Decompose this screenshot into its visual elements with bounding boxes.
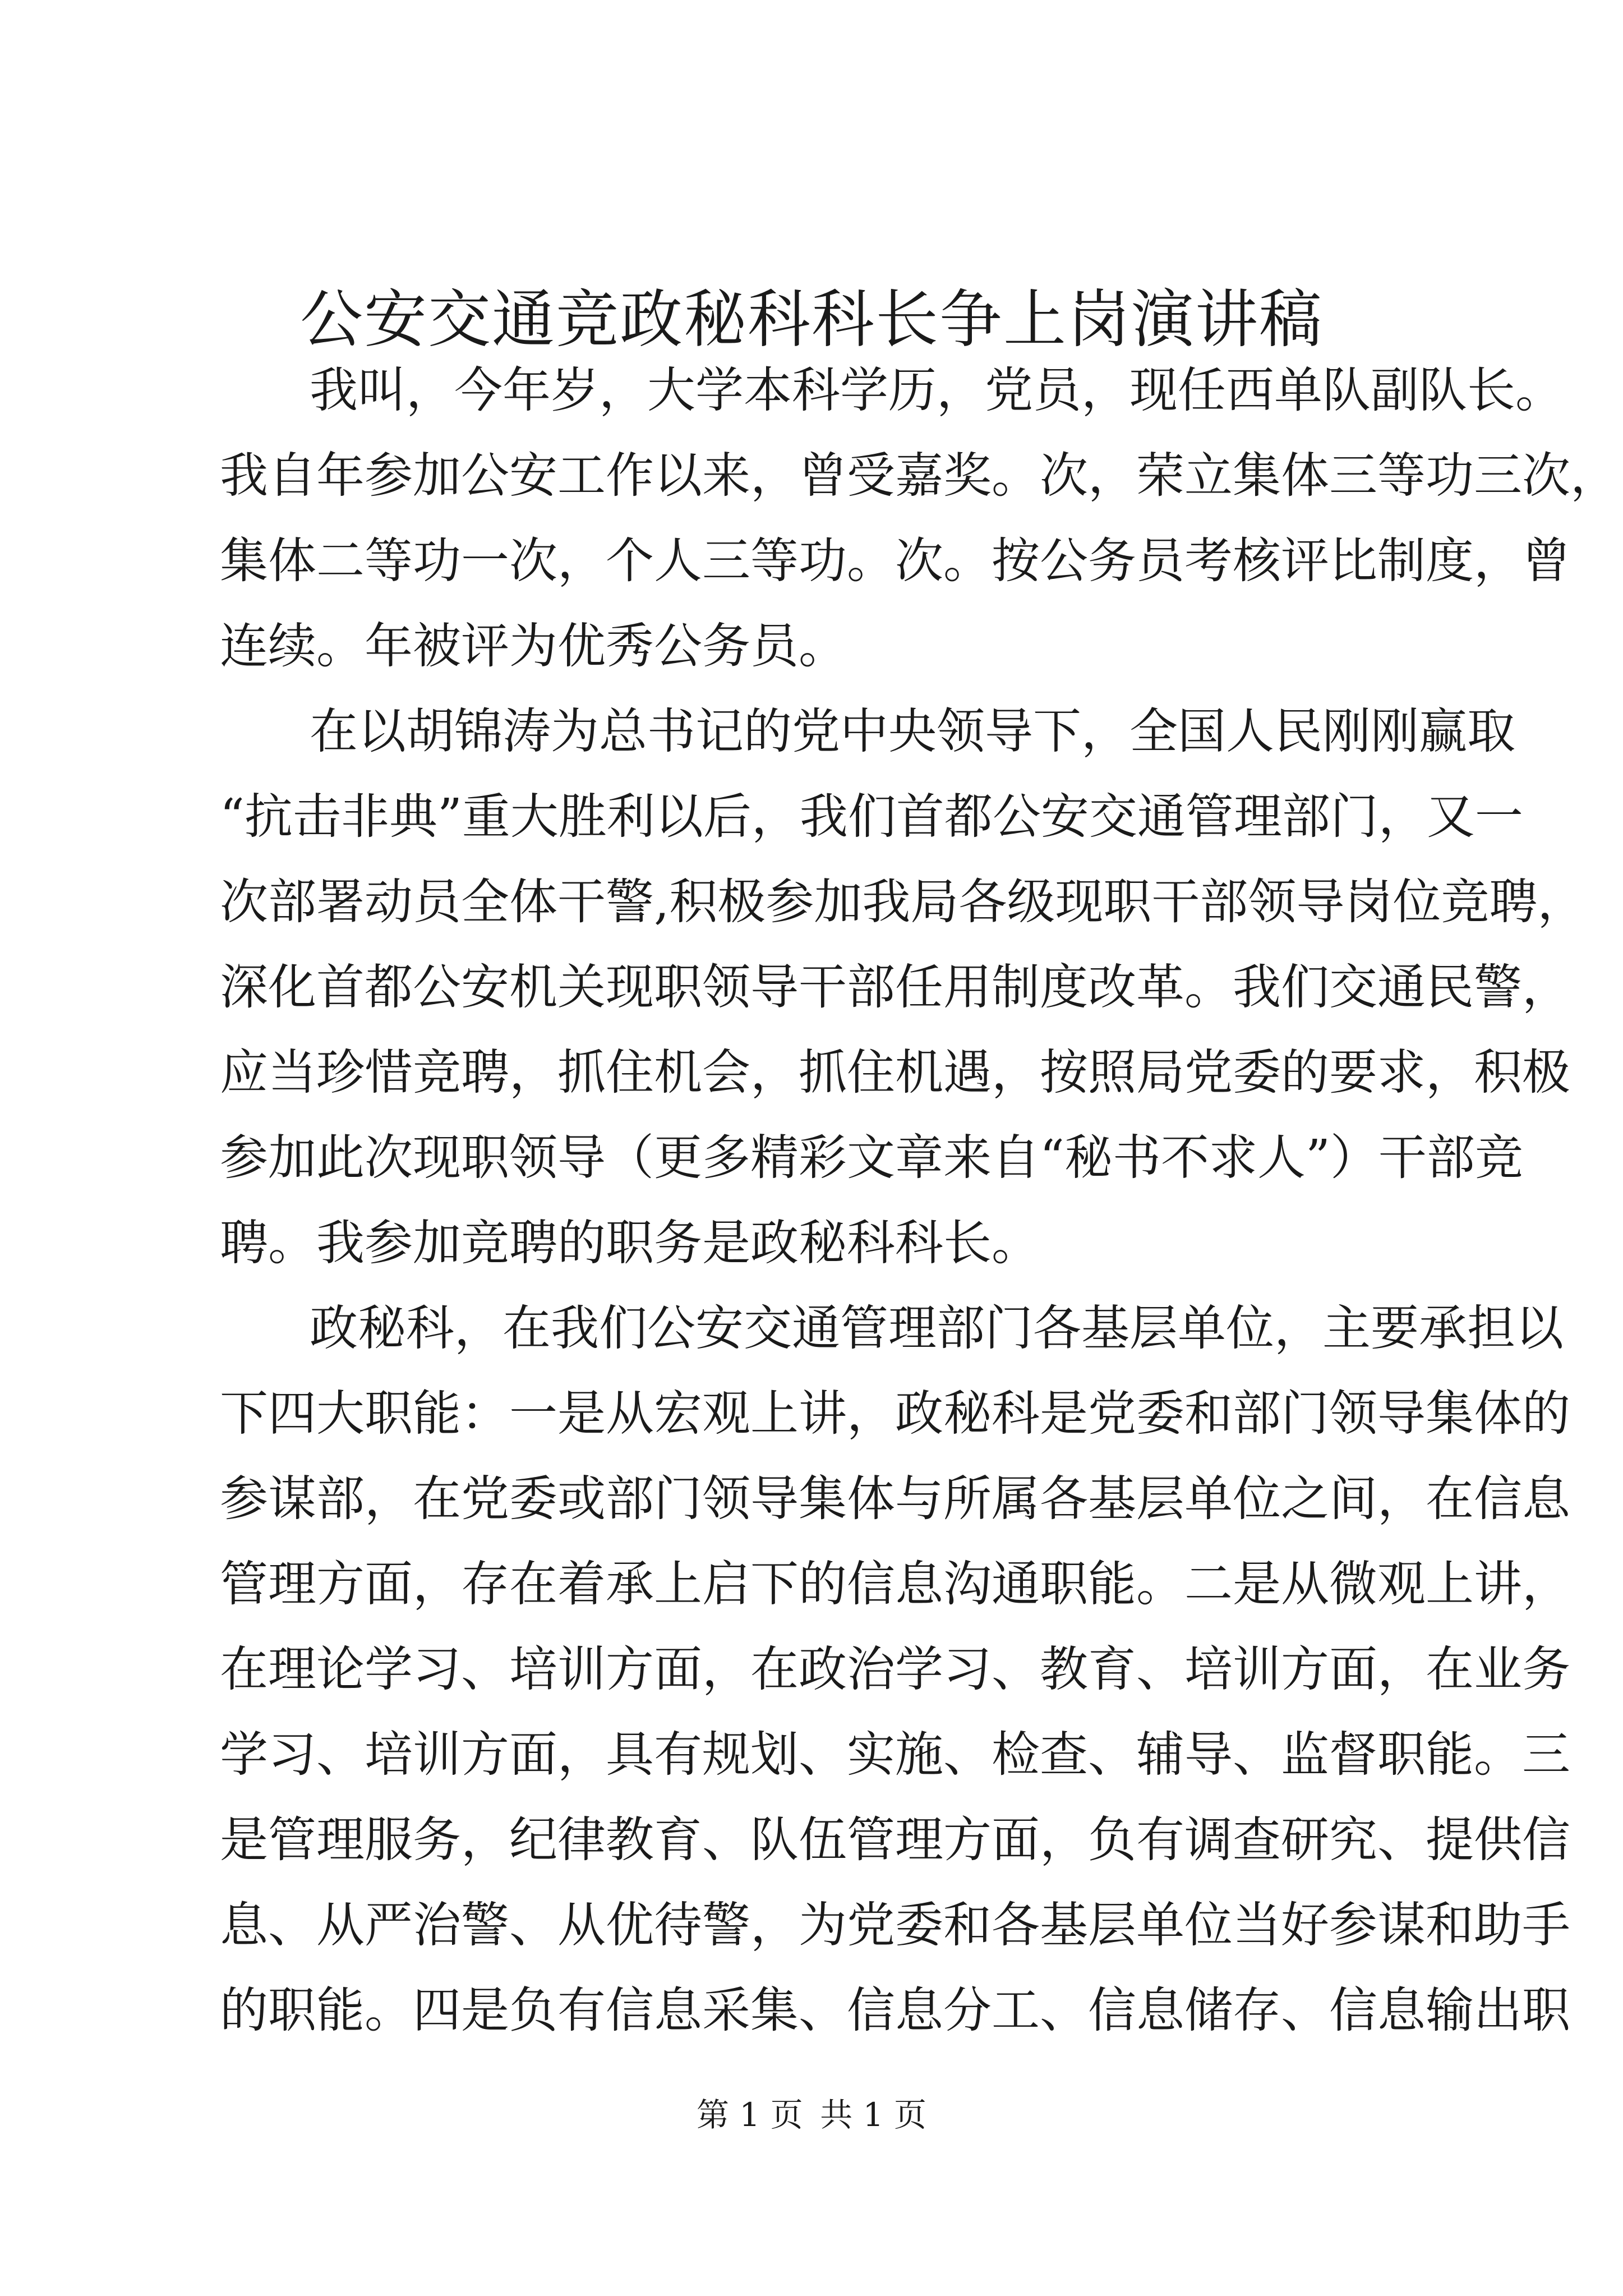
paragraph-2-line-4: 深化首都公安机关现职领导干部任用制度改革。我们交通民警， xyxy=(220,959,1570,1015)
paragraph-3-line-7: 是管理服务，纪律教育、队伍管理方面，负有调查研究、提供信 xyxy=(220,1812,1570,1868)
paragraph-2-line-6: 参加此次现职领导（更多精彩文章来自“秘书不求人”）干部竞 xyxy=(220,1130,1523,1186)
document-body xyxy=(220,348,1619,2053)
paragraph-1-line-4: 连续。年被评为优秀公务员。 xyxy=(220,618,847,674)
paragraph-3-line-8: 息、从严治警、从优待警，为党委和各基层单位当好参谋和助手 xyxy=(220,1897,1570,1953)
paragraph-3-line-1: 政秘科，在我们公安交通管理部门各基层单位，主要承担以 xyxy=(310,1300,1564,1356)
paragraph-1-line-3: 集体二等功一次，个人三等功。次。按公务员考核评比制度，曾 xyxy=(220,533,1570,589)
paragraph-2-line-2: “抗击非典”重大胜利以后，我们首都公安交通管理部门，又一 xyxy=(220,789,1523,845)
paragraph-3-line-5: 在理论学习、培训方面，在政治学习、教育、培训方面，在业务 xyxy=(220,1641,1570,1697)
paragraph-2-line-1: 在以胡锦涛为总书记的党中央领导下，全国人民刚刚赢取 xyxy=(310,703,1515,760)
page-number: 第 1 页 xyxy=(697,2096,803,2134)
paragraph-3-line-3: 参谋部，在党委或部门领导集体与所属各基层单位之间，在信息 xyxy=(220,1471,1570,1527)
paragraph-1-line-1: 我叫，今年岁，大学本科学历，党员，现任西单队副队长。 xyxy=(310,362,1564,418)
paragraph-2-line-7: 聘。我参加竞聘的职务是政秘科科长。 xyxy=(220,1215,1040,1271)
paragraph-1-line-2: 我自年参加公安工作以来，曾受嘉奖。次，荣立集体三等功三次， xyxy=(220,448,1619,504)
page-footer xyxy=(0,2092,1623,2137)
page-total: 共 1 页 xyxy=(820,2096,926,2134)
paragraph-3-line-6: 学习、培训方面，具有规划、实施、检查、辅导、监督职能。三 xyxy=(220,1727,1570,1783)
paragraph-3-line-4: 管理方面，存在着承上启下的信息沟通职能。二是从微观上讲， xyxy=(220,1556,1570,1612)
paragraph-2-line-3: 次部署动员全体干警,积极参加我局各级现职干部领导岗位竞聘， xyxy=(220,874,1586,930)
paragraph-3-line-2: 下四大职能：一是从宏观上讲，政秘科是党委和部门领导集体的 xyxy=(220,1386,1570,1442)
paragraph-3-line-9: 的职能。四是负有信息采集、信息分工、信息储存、信息输出职 xyxy=(220,1982,1570,2039)
document-title: 公安交通竞政秘科科长争上岗演讲稿 xyxy=(300,283,1323,356)
paragraph-2-line-5: 应当珍惜竞聘，抓住机会，抓住机遇，按照局党委的要求，积极 xyxy=(220,1045,1570,1101)
